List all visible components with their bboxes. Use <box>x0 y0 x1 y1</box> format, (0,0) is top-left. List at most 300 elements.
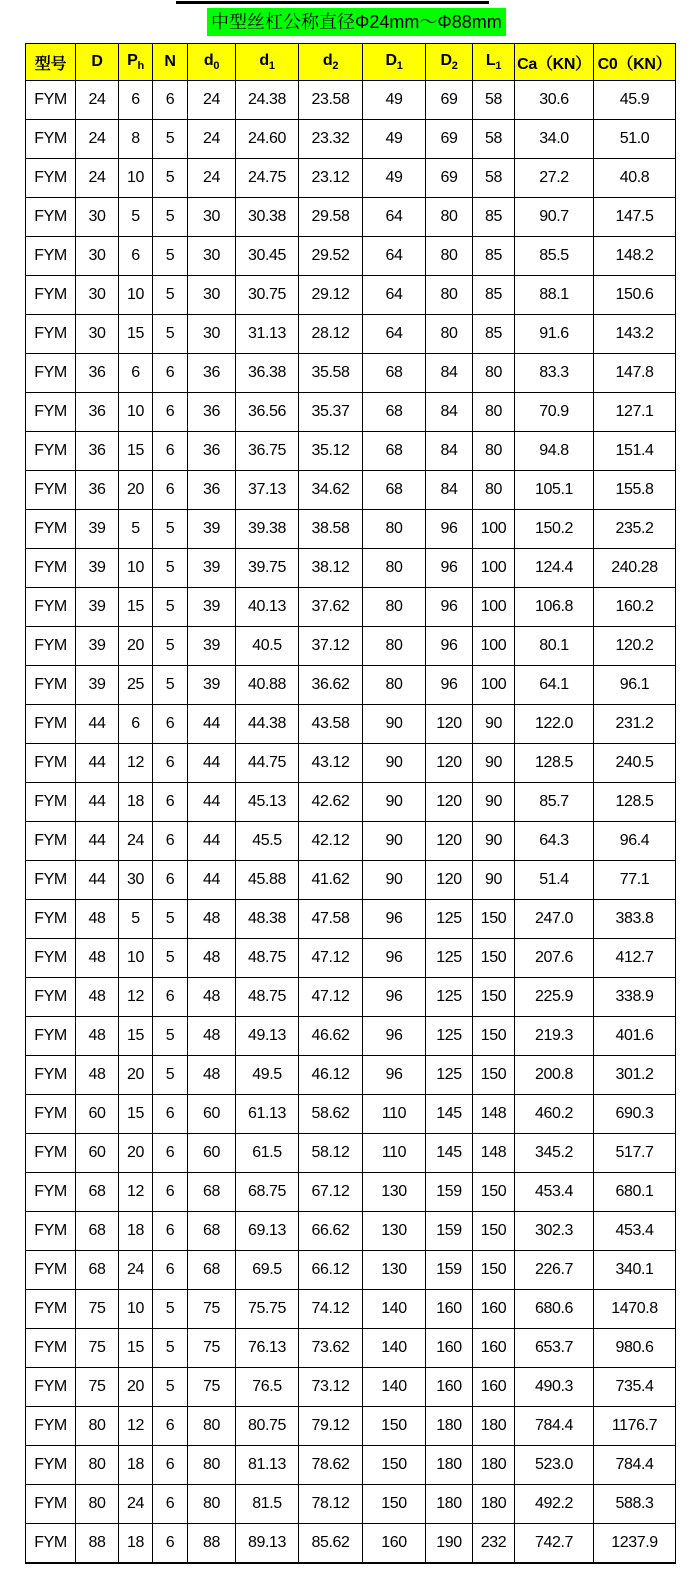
cell-N: 6 <box>153 1212 188 1251</box>
cell-d0: 44 <box>188 744 236 783</box>
cell-N: 6 <box>153 1173 188 1212</box>
cell-d0: 30 <box>188 198 236 237</box>
cell-d0: 30 <box>188 237 236 276</box>
cell-C0: 147.5 <box>594 198 676 237</box>
cell-D2: 125 <box>426 1017 473 1056</box>
cell-d1: 48.75 <box>236 939 299 978</box>
cell-D2: 180 <box>426 1407 473 1446</box>
cell-D1: 64 <box>363 237 426 276</box>
column-header-D <box>76 44 119 81</box>
cell-D1: 96 <box>363 900 426 939</box>
cell-N: 6 <box>153 1485 188 1524</box>
cell-N: 5 <box>153 1290 188 1329</box>
table-row <box>26 237 676 276</box>
table-row <box>26 1485 676 1524</box>
cell-d2: 35.12 <box>299 432 363 471</box>
cell-N: 5 <box>153 237 188 276</box>
cell-D2: 96 <box>426 627 473 666</box>
cell-model: FYM <box>26 822 76 861</box>
cell-d2: 66.12 <box>299 1251 363 1290</box>
cell-D: 36 <box>76 354 119 393</box>
cell-Ph: 5 <box>119 510 153 549</box>
cell-model: FYM <box>26 237 76 276</box>
cell-L1: 150 <box>473 1212 515 1251</box>
cell-Ca: 91.6 <box>515 315 594 354</box>
cell-C0: 301.2 <box>594 1056 676 1095</box>
cell-d0: 75 <box>188 1368 236 1407</box>
cell-D1: 150 <box>363 1446 426 1485</box>
cell-D2: 84 <box>426 471 473 510</box>
cell-D2: 125 <box>426 900 473 939</box>
cell-d2: 73.62 <box>299 1329 363 1368</box>
table-row <box>26 120 676 159</box>
cell-model: FYM <box>26 549 76 588</box>
cell-Ca: 90.7 <box>515 198 594 237</box>
cell-L1: 180 <box>473 1446 515 1485</box>
table-row <box>26 939 676 978</box>
cell-D: 68 <box>76 1251 119 1290</box>
cell-d1: 76.5 <box>236 1368 299 1407</box>
cell-d2: 58.62 <box>299 1095 363 1134</box>
cell-N: 5 <box>153 900 188 939</box>
cell-d0: 48 <box>188 978 236 1017</box>
cell-d0: 60 <box>188 1134 236 1173</box>
cell-d1: 49.5 <box>236 1056 299 1095</box>
cell-d1: 81.13 <box>236 1446 299 1485</box>
cell-C0: 735.4 <box>594 1368 676 1407</box>
cell-Ca: 124.4 <box>515 549 594 588</box>
cell-Ph: 20 <box>119 627 153 666</box>
cell-D1: 80 <box>363 666 426 705</box>
cell-d0: 36 <box>188 471 236 510</box>
cell-d1: 80.75 <box>236 1407 299 1446</box>
table-header-row <box>26 44 676 81</box>
top-divider-strip <box>176 1 489 4</box>
cell-d1: 40.5 <box>236 627 299 666</box>
cell-D: 48 <box>76 939 119 978</box>
cell-N: 6 <box>153 1446 188 1485</box>
cell-Ca: 460.2 <box>515 1095 594 1134</box>
cell-C0: 235.2 <box>594 510 676 549</box>
cell-Ca: 523.0 <box>515 1446 594 1485</box>
cell-Ca: 200.8 <box>515 1056 594 1095</box>
cell-C0: 96.4 <box>594 822 676 861</box>
cell-D: 36 <box>76 471 119 510</box>
cell-D: 30 <box>76 237 119 276</box>
cell-Ph: 6 <box>119 237 153 276</box>
cell-C0: 338.9 <box>594 978 676 1017</box>
cell-D1: 140 <box>363 1290 426 1329</box>
cell-d2: 35.58 <box>299 354 363 393</box>
cell-Ph: 6 <box>119 81 153 120</box>
cell-d2: 36.62 <box>299 666 363 705</box>
cell-d2: 74.12 <box>299 1290 363 1329</box>
cell-Ph: 25 <box>119 666 153 705</box>
cell-Ph: 18 <box>119 783 153 822</box>
cell-Ca: 490.3 <box>515 1368 594 1407</box>
title-container <box>207 8 506 36</box>
cell-D2: 125 <box>426 939 473 978</box>
page-title: 中型丝杠公称直径Φ24mm～Φ88mm <box>207 8 506 36</box>
cell-L1: 160 <box>473 1290 515 1329</box>
cell-Ph: 20 <box>119 1368 153 1407</box>
cell-model: FYM <box>26 666 76 705</box>
cell-Ph: 6 <box>119 705 153 744</box>
cell-D: 39 <box>76 588 119 627</box>
cell-model: FYM <box>26 120 76 159</box>
cell-N: 6 <box>153 783 188 822</box>
cell-model: FYM <box>26 978 76 1017</box>
cell-N: 6 <box>153 1095 188 1134</box>
cell-Ph: 24 <box>119 1485 153 1524</box>
cell-C0: 1237.9 <box>594 1524 676 1563</box>
cell-d1: 39.75 <box>236 549 299 588</box>
cell-Ca: 85.7 <box>515 783 594 822</box>
cell-d0: 80 <box>188 1446 236 1485</box>
cell-d0: 68 <box>188 1251 236 1290</box>
cell-d0: 36 <box>188 354 236 393</box>
cell-d1: 24.75 <box>236 159 299 198</box>
cell-Ph: 12 <box>119 744 153 783</box>
table-row <box>26 432 676 471</box>
cell-d2: 37.12 <box>299 627 363 666</box>
cell-L1: 100 <box>473 510 515 549</box>
table-row <box>26 276 676 315</box>
cell-d1: 48.38 <box>236 900 299 939</box>
cell-D: 36 <box>76 393 119 432</box>
cell-D1: 130 <box>363 1212 426 1251</box>
cell-Ca: 27.2 <box>515 159 594 198</box>
column-header-D1 <box>363 44 426 81</box>
cell-Ph: 12 <box>119 1407 153 1446</box>
cell-C0: 77.1 <box>594 861 676 900</box>
cell-D: 24 <box>76 81 119 120</box>
cell-d0: 30 <box>188 315 236 354</box>
cell-model: FYM <box>26 1329 76 1368</box>
cell-d1: 30.75 <box>236 276 299 315</box>
cell-D2: 125 <box>426 1056 473 1095</box>
cell-Ca: 226.7 <box>515 1251 594 1290</box>
cell-D2: 84 <box>426 354 473 393</box>
cell-N: 5 <box>153 315 188 354</box>
cell-D1: 96 <box>363 1056 426 1095</box>
cell-L1: 85 <box>473 198 515 237</box>
cell-C0: 150.6 <box>594 276 676 315</box>
cell-model: FYM <box>26 744 76 783</box>
cell-D2: 159 <box>426 1173 473 1212</box>
cell-C0: 128.5 <box>594 783 676 822</box>
table-row <box>26 627 676 666</box>
cell-D2: 180 <box>426 1485 473 1524</box>
cell-N: 6 <box>153 822 188 861</box>
table-row <box>26 1095 676 1134</box>
cell-C0: 1176.7 <box>594 1407 676 1446</box>
cell-D2: 160 <box>426 1368 473 1407</box>
cell-C0: 680.1 <box>594 1173 676 1212</box>
cell-d0: 39 <box>188 549 236 588</box>
cell-L1: 148 <box>473 1095 515 1134</box>
cell-D: 24 <box>76 120 119 159</box>
cell-C0: 784.4 <box>594 1446 676 1485</box>
cell-Ph: 20 <box>119 1134 153 1173</box>
cell-D: 39 <box>76 549 119 588</box>
cell-D2: 120 <box>426 783 473 822</box>
column-header-subscript: 0 <box>213 60 220 73</box>
cell-C0: 127.1 <box>594 393 676 432</box>
table-row <box>26 705 676 744</box>
cell-D1: 68 <box>363 432 426 471</box>
table-row <box>26 471 676 510</box>
cell-d2: 46.62 <box>299 1017 363 1056</box>
cell-D1: 110 <box>363 1134 426 1173</box>
cell-D1: 96 <box>363 978 426 1017</box>
cell-L1: 85 <box>473 237 515 276</box>
cell-C0: 231.2 <box>594 705 676 744</box>
cell-Ca: 80.1 <box>515 627 594 666</box>
column-header-subscript: h <box>137 60 144 73</box>
cell-D1: 130 <box>363 1251 426 1290</box>
column-header-subscript: 2 <box>332 60 339 73</box>
cell-D: 68 <box>76 1173 119 1212</box>
cell-D2: 96 <box>426 510 473 549</box>
cell-d2: 42.12 <box>299 822 363 861</box>
cell-model: FYM <box>26 354 76 393</box>
column-header-subscript: 1 <box>268 60 275 73</box>
table-row <box>26 1290 676 1329</box>
cell-L1: 80 <box>473 393 515 432</box>
screw-spec-table <box>25 43 676 1564</box>
cell-Ca: 85.5 <box>515 237 594 276</box>
cell-D: 80 <box>76 1446 119 1485</box>
cell-C0: 143.2 <box>594 315 676 354</box>
cell-d1: 81.5 <box>236 1485 299 1524</box>
cell-Ph: 5 <box>119 198 153 237</box>
cell-model: FYM <box>26 471 76 510</box>
table-row <box>26 900 676 939</box>
cell-D2: 80 <box>426 276 473 315</box>
cell-Ph: 20 <box>119 1056 153 1095</box>
cell-C0: 40.8 <box>594 159 676 198</box>
cell-D1: 90 <box>363 744 426 783</box>
cell-d1: 40.13 <box>236 588 299 627</box>
cell-d2: 23.32 <box>299 120 363 159</box>
cell-d1: 61.13 <box>236 1095 299 1134</box>
cell-d2: 35.37 <box>299 393 363 432</box>
cell-Ca: 51.4 <box>515 861 594 900</box>
cell-D1: 140 <box>363 1368 426 1407</box>
cell-Ph: 15 <box>119 315 153 354</box>
cell-Ca: 225.9 <box>515 978 594 1017</box>
cell-N: 6 <box>153 1251 188 1290</box>
table-row <box>26 1446 676 1485</box>
column-header-Ph <box>119 44 153 81</box>
table-row <box>26 1134 676 1173</box>
cell-model: FYM <box>26 1251 76 1290</box>
cell-Ca: 207.6 <box>515 939 594 978</box>
cell-d2: 66.62 <box>299 1212 363 1251</box>
cell-Ca: 653.7 <box>515 1329 594 1368</box>
cell-D1: 110 <box>363 1095 426 1134</box>
cell-D1: 64 <box>363 198 426 237</box>
cell-C0: 240.28 <box>594 549 676 588</box>
cell-D2: 84 <box>426 393 473 432</box>
cell-D2: 190 <box>426 1524 473 1563</box>
cell-C0: 383.8 <box>594 900 676 939</box>
cell-Ph: 12 <box>119 978 153 1017</box>
cell-Ca: 30.6 <box>515 81 594 120</box>
cell-model: FYM <box>26 81 76 120</box>
cell-d2: 67.12 <box>299 1173 363 1212</box>
table-row <box>26 315 676 354</box>
cell-d1: 75.75 <box>236 1290 299 1329</box>
column-header-model <box>26 44 76 81</box>
table-row <box>26 549 676 588</box>
cell-L1: 58 <box>473 159 515 198</box>
cell-D: 44 <box>76 822 119 861</box>
cell-Ca: 106.8 <box>515 588 594 627</box>
column-header-label: d <box>203 51 214 69</box>
cell-C0: 120.2 <box>594 627 676 666</box>
cell-N: 5 <box>153 120 188 159</box>
cell-L1: 232 <box>473 1524 515 1563</box>
cell-Ph: 18 <box>119 1446 153 1485</box>
cell-Ca: 88.1 <box>515 276 594 315</box>
cell-model: FYM <box>26 627 76 666</box>
cell-C0: 240.5 <box>594 744 676 783</box>
cell-D: 60 <box>76 1134 119 1173</box>
cell-d2: 34.62 <box>299 471 363 510</box>
cell-C0: 51.0 <box>594 120 676 159</box>
cell-C0: 147.8 <box>594 354 676 393</box>
cell-N: 5 <box>153 627 188 666</box>
cell-D2: 80 <box>426 315 473 354</box>
cell-L1: 180 <box>473 1407 515 1446</box>
cell-model: FYM <box>26 939 76 978</box>
cell-L1: 100 <box>473 666 515 705</box>
cell-N: 5 <box>153 1329 188 1368</box>
cell-d2: 42.62 <box>299 783 363 822</box>
cell-d1: 36.75 <box>236 432 299 471</box>
cell-d0: 36 <box>188 432 236 471</box>
cell-D2: 180 <box>426 1446 473 1485</box>
cell-L1: 90 <box>473 705 515 744</box>
cell-model: FYM <box>26 510 76 549</box>
column-header-label: D <box>91 53 103 70</box>
cell-model: FYM <box>26 1173 76 1212</box>
cell-model: FYM <box>26 705 76 744</box>
cell-D1: 90 <box>363 861 426 900</box>
cell-d1: 37.13 <box>236 471 299 510</box>
cell-Ca: 105.1 <box>515 471 594 510</box>
cell-D: 48 <box>76 1056 119 1095</box>
cell-Ca: 345.2 <box>515 1134 594 1173</box>
cell-D2: 96 <box>426 549 473 588</box>
cell-d2: 46.12 <box>299 1056 363 1095</box>
cell-Ca: 64.3 <box>515 822 594 861</box>
cell-C0: 690.3 <box>594 1095 676 1134</box>
cell-D: 44 <box>76 744 119 783</box>
column-header-label: P <box>127 51 138 69</box>
column-header-d2 <box>299 44 363 81</box>
cell-model: FYM <box>26 1134 76 1173</box>
cell-D1: 90 <box>363 822 426 861</box>
cell-L1: 80 <box>473 354 515 393</box>
table-row <box>26 666 676 705</box>
cell-D: 88 <box>76 1524 119 1563</box>
cell-Ph: 10 <box>119 393 153 432</box>
cell-D: 30 <box>76 276 119 315</box>
table-row <box>26 1056 676 1095</box>
cell-Ca: 150.2 <box>515 510 594 549</box>
cell-Ca: 784.4 <box>515 1407 594 1446</box>
cell-model: FYM <box>26 393 76 432</box>
column-header-C0 <box>594 44 676 81</box>
cell-Ca: 492.2 <box>515 1485 594 1524</box>
cell-C0: 151.4 <box>594 432 676 471</box>
cell-L1: 160 <box>473 1368 515 1407</box>
cell-L1: 100 <box>473 588 515 627</box>
cell-N: 6 <box>153 432 188 471</box>
table-row <box>26 822 676 861</box>
table-row <box>26 744 676 783</box>
cell-D1: 90 <box>363 783 426 822</box>
cell-D2: 69 <box>426 159 473 198</box>
cell-d2: 38.58 <box>299 510 363 549</box>
cell-d0: 39 <box>188 510 236 549</box>
cell-L1: 150 <box>473 1056 515 1095</box>
cell-d1: 24.38 <box>236 81 299 120</box>
cell-model: FYM <box>26 1524 76 1563</box>
cell-model: FYM <box>26 900 76 939</box>
cell-Ph: 10 <box>119 549 153 588</box>
cell-D2: 84 <box>426 432 473 471</box>
cell-d0: 24 <box>188 120 236 159</box>
cell-Ca: 70.9 <box>515 393 594 432</box>
cell-d2: 38.12 <box>299 549 363 588</box>
cell-d0: 39 <box>188 666 236 705</box>
cell-L1: 100 <box>473 549 515 588</box>
table-row <box>26 1524 676 1563</box>
cell-D1: 49 <box>363 120 426 159</box>
cell-Ph: 15 <box>119 1329 153 1368</box>
table-row <box>26 1368 676 1407</box>
cell-D1: 130 <box>363 1173 426 1212</box>
cell-d1: 44.38 <box>236 705 299 744</box>
cell-model: FYM <box>26 1407 76 1446</box>
cell-D1: 96 <box>363 939 426 978</box>
cell-d2: 79.12 <box>299 1407 363 1446</box>
cell-d0: 48 <box>188 939 236 978</box>
cell-D: 30 <box>76 198 119 237</box>
cell-D2: 125 <box>426 978 473 1017</box>
cell-D1: 68 <box>363 393 426 432</box>
column-header-Ca <box>515 44 594 81</box>
table-row <box>26 978 676 1017</box>
cell-model: FYM <box>26 1017 76 1056</box>
cell-D1: 80 <box>363 549 426 588</box>
cell-d1: 24.60 <box>236 120 299 159</box>
cell-D1: 90 <box>363 705 426 744</box>
cell-d0: 44 <box>188 861 236 900</box>
cell-Ph: 10 <box>119 159 153 198</box>
cell-d2: 43.58 <box>299 705 363 744</box>
cell-D: 68 <box>76 1212 119 1251</box>
cell-d1: 48.75 <box>236 978 299 1017</box>
cell-D1: 150 <box>363 1407 426 1446</box>
cell-d1: 39.38 <box>236 510 299 549</box>
cell-model: FYM <box>26 276 76 315</box>
cell-d2: 29.12 <box>299 276 363 315</box>
